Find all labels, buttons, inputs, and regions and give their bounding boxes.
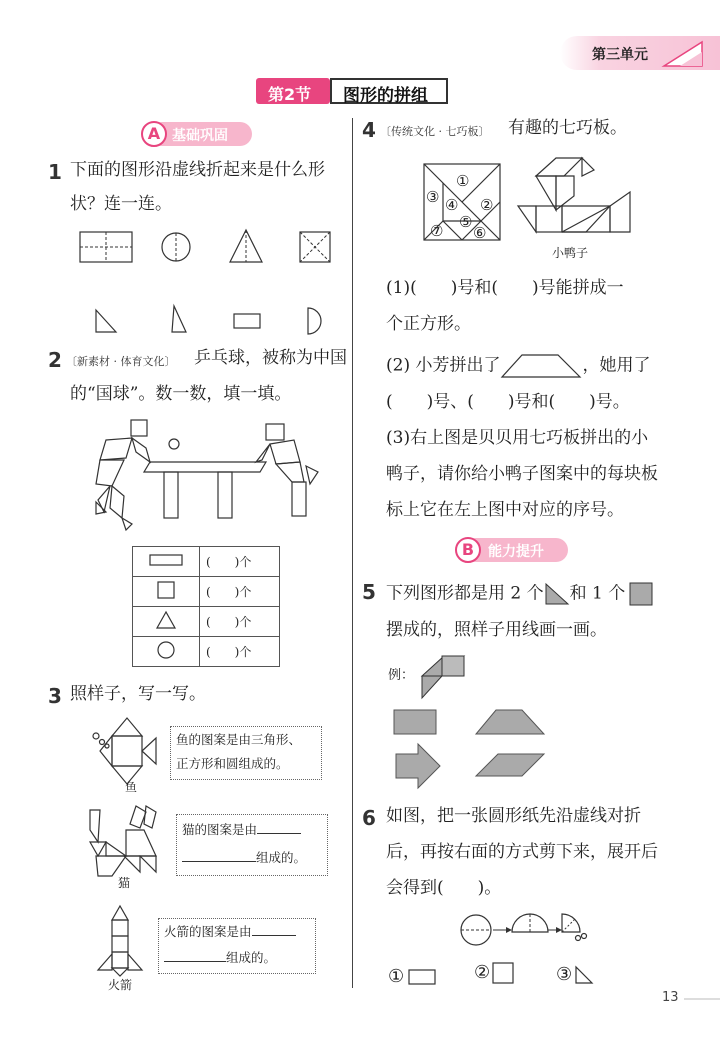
q2-number: 2	[48, 348, 62, 372]
page-number-rule	[684, 998, 720, 1000]
q1-line2: 状？连一连。	[70, 194, 172, 214]
q5-example-label: 例：	[388, 668, 415, 683]
rocket-answer-line2: 组成的。	[164, 946, 276, 970]
option-rectangle-icon	[408, 969, 436, 985]
q2-line2: 的“国球”。数一数，填一填。	[70, 384, 292, 404]
tangram-piece-5: ⑤	[459, 213, 473, 231]
q4-part3-line3: 标上它在左上图中对应的序号。	[386, 500, 624, 520]
q6-option-3[interactable]: ③	[556, 964, 594, 985]
cat-label: 猫	[118, 876, 131, 890]
answer-triangle-count[interactable]: ( )个	[200, 607, 280, 637]
q1-line1: 下面的图形沿虚线折起来是什么形	[70, 160, 325, 180]
duck-label: 小鸭子	[552, 246, 589, 260]
cat-answer-line1: 猫的图案是由	[182, 818, 301, 842]
q6-option-2[interactable]: ②	[474, 962, 514, 984]
rocket-answer-line1: 火箭的图案是由	[164, 920, 296, 944]
q4-title: 有趣的七巧板。	[508, 118, 627, 138]
fish-answer-line2: 正方形和圆组成的。	[176, 756, 289, 771]
rocket-label: 火箭	[108, 978, 133, 992]
q5-line2: 摆成的，照样子用线画一画。	[386, 620, 607, 640]
answer-rectangle-count[interactable]: ( )个	[200, 547, 280, 577]
q2-tag: 〔新素材 · 体育文化〕	[66, 355, 176, 368]
q6-number: 6	[362, 806, 376, 830]
q5-number: 5	[362, 580, 376, 604]
q4-part1-line1: (1)( )号和( )号能拼成一	[386, 278, 624, 298]
tangram-piece-6: ⑥	[473, 224, 487, 242]
q6-line3: 会得到( )。	[386, 878, 502, 898]
q4-part3-line1: (3)右上图是贝贝用七巧板拼出的小	[386, 428, 649, 448]
tangram-piece-4: ④	[445, 196, 459, 214]
fish-answer-line1: 鱼的图案是由三角形、	[176, 732, 302, 747]
tangram-piece-7: ⑦	[430, 222, 444, 240]
part-b-title: 能力提升	[488, 544, 544, 560]
part-b-letter: B	[455, 537, 481, 563]
answer-square-count[interactable]: ( )个	[200, 577, 280, 607]
q1-number: 1	[48, 160, 62, 184]
q4-part2-line1: (2) 小芳拼出了 ，她用了	[386, 354, 650, 378]
q4-part1-line2: 个正方形。	[386, 314, 471, 334]
q5-line1: 下列图形都是用 2 个 和 1 个	[386, 582, 653, 606]
answer-circle-count[interactable]: ( )个	[200, 637, 280, 667]
option-triangle-icon	[574, 965, 594, 985]
q4-tag: 〔传统文化 · 七巧板〕	[380, 125, 490, 138]
q4-part2-line2: ( )号、( )号和( )号。	[386, 392, 630, 412]
section-title: 图形的拼组	[343, 86, 428, 106]
q6-line2: 后，再按右面的方式剪下来，展开后	[386, 842, 658, 862]
fish-label: 鱼	[125, 780, 138, 794]
q3-prompt: 照样子，写一写。	[70, 684, 206, 704]
unit-label: 第三单元	[592, 47, 648, 63]
q6-option-1[interactable]: ①	[388, 966, 436, 987]
cat-answer-line2: 组成的。	[182, 846, 306, 870]
tangram-piece-2: ②	[480, 196, 494, 214]
q4-part3-line2: 鸭子，请你给小鸭子图案中的每块板	[386, 464, 658, 484]
q2-line1: 乒乓球，被称为中国	[194, 348, 347, 368]
option-square-icon	[492, 962, 514, 984]
q4-number: 4	[362, 118, 376, 142]
part-a-letter: A	[141, 121, 167, 147]
tangram-piece-1: ①	[456, 172, 470, 190]
tangram-piece-3: ③	[426, 188, 440, 206]
section-number: 第2节	[268, 85, 312, 104]
q6-line1: 如图，把一张圆形纸先沿虚线对折	[386, 806, 641, 826]
part-a-title: 基础巩固	[172, 128, 228, 144]
page-number: 13	[662, 990, 679, 1005]
q3-number: 3	[48, 684, 62, 708]
